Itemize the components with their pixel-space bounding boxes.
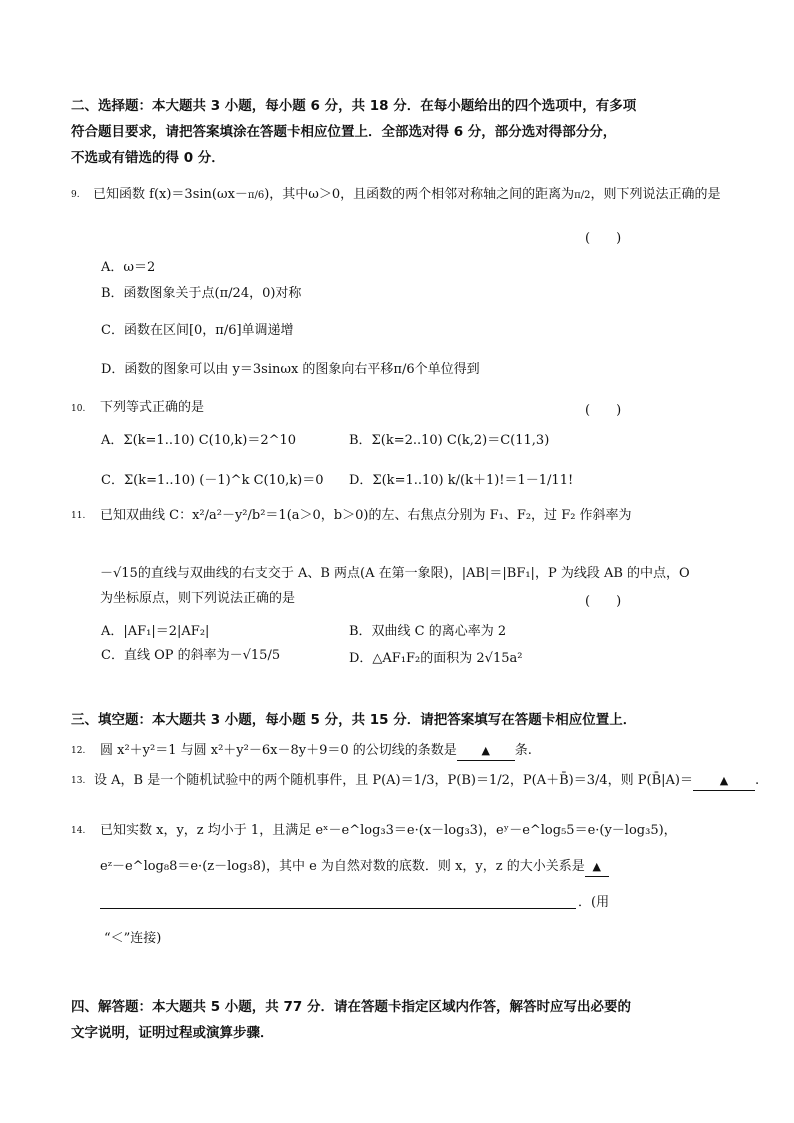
q10-option-a: A．Σ(k=1..10) C(10,k)＝2^10 (101, 433, 297, 448)
q9-stem (93, 186, 721, 205)
q10-option-c: C．Σ(k=1..10) (－1)^k C(10,k)＝0 (101, 473, 324, 488)
section4-header-line2: 文字说明，证明过程或演算步骤． (71, 1025, 274, 1041)
q11-stem-line1: 已知双曲线 C：x²/a²－y²/b²＝1(a＞0，b＞0)的左、右焦点分别为 F₁、F₂，过 F₂ 作斜率为 (100, 508, 632, 523)
section2-header-line2: 符合题目要求，请把答案填涂在答题卡相应位置上．全部选对得 6 分，部分选对得部分分， (71, 124, 617, 140)
q9-fraction-pi-2: π/2 (574, 190, 591, 201)
q14-stem-line1: 已知实数 x，y，z 均小于 1，且满足 eˣ－e^log₃3＝e·(x－log₃3)，eʸ－e^log₅5＝e·(y－log₃5)， (100, 823, 677, 838)
q14-stem-line3: ．(用 (578, 895, 610, 910)
q13-stem-part2: . (755, 773, 760, 788)
q11-number: 11. (71, 511, 86, 521)
q9-number: 9. (71, 190, 80, 200)
triangle-icon: ▲ (481, 744, 490, 757)
q12-number: 12. (71, 746, 86, 756)
q9-option-d: D．函数的图象可以由 y＝3sinωx 的图象向右平移π/6个单位得到 (101, 362, 480, 377)
q9-option-b: B．函数图象关于点(π/24，0)对称 (101, 286, 302, 301)
section3-header: 三、填空题：本大题共 3 小题，每小题 5 分，共 15 分．请把答案填写在答题卡相应位置上． (71, 712, 637, 728)
section2-header-line1: 二、选择题：本大题共 3 小题，每小题 6 分，共 18 分．在每小题给出的四个选项中，有多项 (71, 98, 637, 114)
q14-answer-blank[interactable] (585, 858, 609, 877)
q12-stem (100, 742, 532, 761)
q12-stem-part2: 条. (514, 743, 532, 758)
q10-option-b: B．Σ(k=2..10) C(k,2)＝C(11,3) (349, 433, 550, 448)
q10-option-d: D．Σ(k=1..10) k/(k＋1)!＝1－1/11! (349, 473, 574, 488)
q11-answer-bracket: ( ) (585, 594, 622, 609)
section2-header-line3: 不选或有错选的得 0 分． (71, 150, 225, 166)
triangle-icon: ▲ (719, 774, 729, 787)
q9-fraction-pi-6: π/6 (247, 190, 265, 201)
q11-option-b: B．双曲线 C 的离心率为 2 (349, 624, 507, 639)
q9-stem-part1: 已知函数 f(x)＝3sin(ωx－ (93, 187, 248, 202)
q12-stem-part1: 圆 x²＋y²＝1 与圆 x²＋y²－6x－8y＋9＝0 的公切线的条数是 (100, 743, 457, 758)
q9-answer-bracket: ( ) (585, 231, 622, 246)
q11-option-a: A．|AF₁|＝2|AF₂| (101, 624, 210, 639)
q9-option-a: A．ω＝2 (101, 260, 156, 275)
section4-header-line1: 四、解答题：本大题共 5 小题，共 77 分．请在答题卡指定区域内作答，解答时应写出必要的 (71, 999, 631, 1015)
q10-stem: 下列等式正确的是 (100, 400, 205, 415)
q14-stem-part2: eᶻ－e^log₈8＝e·(z－log₃8)，其中 e 为自然对数的底数．则 x，y，z 的大小关系是 (100, 859, 585, 874)
q13-stem-part1: 设 A，B 是一个随机试验中的两个随机事件，且 P(A)＝1/3，P(B)＝1/2，P(A＋B̄)＝3/4，则 P(B̄|A)＝ (94, 773, 694, 788)
q14-stem-line2 (100, 858, 609, 877)
q13-stem (94, 772, 759, 791)
q13-number: 13. (71, 776, 86, 786)
q12-answer-blank[interactable] (457, 742, 515, 761)
q11-stem-line2: －√15的直线与双曲线的右支交于 A、B 两点(A 在第一象限)，|AB|＝|BF₁|，P 为线段 AB 的中点，O (100, 566, 690, 581)
q10-answer-bracket: ( ) (585, 403, 622, 418)
q11-stem-line3: 为坐标原点，则下列说法正确的是 (100, 591, 296, 606)
q11-option-d: D．△AF₁F₂的面积为 2√15a² (349, 651, 523, 666)
q14-stem-line4: “＜”连接) (104, 931, 162, 946)
q11-option-c: C．直线 OP 的斜率为－√15/5 (101, 648, 281, 663)
q14-number: 14. (71, 826, 86, 836)
q13-answer-blank[interactable] (693, 772, 755, 791)
q9-stem-part3: ，则下列说法正确的是 (590, 187, 721, 202)
q14-answer-line[interactable] (100, 908, 576, 909)
q9-stem-part2: )，其中ω＞0，且函数的两个相邻对称轴之间的距离为 (264, 187, 575, 202)
triangle-icon: ▲ (592, 860, 601, 873)
q10-number: 10. (71, 404, 86, 414)
q9-option-c: C．函数在区间[0，π/6]单调递增 (101, 323, 294, 338)
